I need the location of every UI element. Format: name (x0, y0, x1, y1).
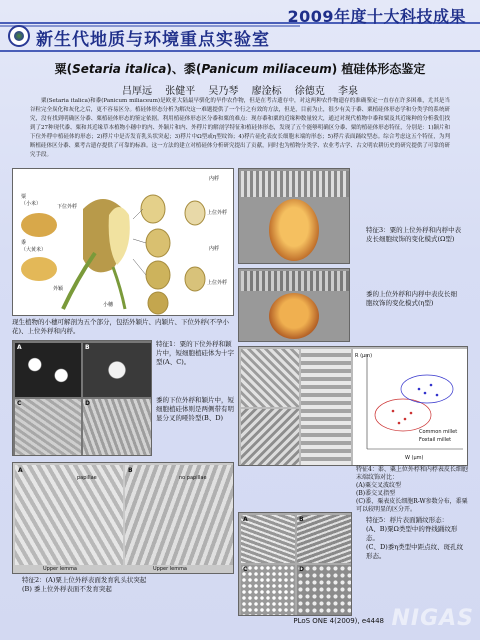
label-upper-lemma: 上位外稃 (207, 280, 228, 286)
title-suffix: ) 植硅体形态鉴定 (331, 62, 426, 76)
label-papillae: papillae (77, 475, 97, 481)
author: 李泉 (337, 86, 358, 97)
plate-letter: A (18, 467, 23, 474)
label-spikelet: 小穗 (103, 302, 114, 308)
legend-common-millet: Common millet (419, 429, 458, 435)
micrograph-detail (301, 349, 351, 465)
feature-1-text: 特征1：粟的下位外稃和颖片中，短细胞植硅体为十字型(A、C)。 (156, 340, 234, 366)
poster-header (0, 0, 480, 54)
micrograph-upper-lemma-a (15, 465, 123, 565)
rw-scatter-plot (353, 349, 467, 465)
label-broomcorn-millet: 黍 （大黄米） (21, 240, 47, 253)
feature-5-text: 特征5：稃片表面踊纹形态： (A、B)粟Ω类型中的脊线踊纹形态。 (C、D)黍η类型中距点纹、斑孔纹形态。 (366, 516, 464, 560)
label-inner-palea: 内稃 (209, 176, 220, 182)
label-upper-lemma: 上位外稃 (207, 210, 228, 216)
plate-letter: C (243, 566, 248, 573)
author: 廖淦标 (251, 86, 282, 97)
micrograph-dots-c (241, 565, 295, 615)
label-lower-palea: 下位外稃 (57, 204, 78, 210)
abstract-text: 粟(Setaria italica)和黍(Panicum miliaceum)是欧亚大陆最早驯化的旱作农作物，但是在考古遗存中，对这两种农作物遗存的准确鉴定一直存在许多困难，尤其是当谷粒完全炭化和灰化之后，更不容易区分。植硅体形态分析为解决这一难题提供了一个行之有效的方法，但是，目前为止，很少有关于黍、粟植硅体形态学和分类学的系统研究，没有找到明确区分黍、粟植硅体形态的鉴定依据。利用植硅体形态区分黍和粟的难点：现存黍和粟的近缘种数量较大，通过对现代植物中黍和粟及其近缘种的分析我们找到了27种现代黍、粟和其近缘草本植物小穗中的内、外颖片和内、外稃片的解剖学特征和植硅体形态，发现了五个能够明确区分黍、粟的植硅体形态特征，分别是：1)颖片和下位外稃中植硅体的形态；2)稃片中是否发育乳头状突起；3)稃片中Ω型或η型纹饰；4)稃片硅化表皮长细胞末端的形态；5)稃片表面踊纹型态。综合考虑这五个特征，为判断植硅体区分黍、粟考古遗存提供了可靠的标准。这一方法的建立对植硅体分析研究提出了贡献，同时也为植物分类学、农业考古学、古文明农耕历史的研究提供了可靠的研究手段。 (30, 98, 450, 158)
plate-letter: B (85, 344, 90, 351)
feature-1b-text: 黍的下位外稃和颖片中，短细胞植硅体则是两侧带有明显分叉的哑铃型(B、D) (156, 396, 234, 422)
plate-letter: D (299, 566, 304, 573)
label-inner-palea: 内稃 (209, 246, 220, 252)
label-outer-glume: 外颖 (53, 286, 64, 292)
citation-footer: PLoS ONE 4(2009), e4448 (293, 617, 384, 625)
micrograph-omega-pattern (241, 171, 349, 197)
label-no-papillae: no papillae (179, 475, 207, 481)
figure-1-caption: 现生植物的小穗可解剖为五个部分，包括外颖片、内颖片、下位外稃(不孕小花)、上位外稃和内稃。 (12, 318, 230, 335)
title-prefix: 粟( (54, 62, 73, 76)
micrograph-ridge-a (241, 515, 295, 563)
legend-foxtail-millet: Foxtail millet (419, 437, 452, 443)
label-foxtail-millet: 粟 （小米） (21, 194, 42, 207)
lab-name: 新生代地质与环境重点实验室 (36, 30, 270, 50)
institute-watermark: NIGAS (391, 606, 474, 631)
figure-feature-3b (238, 268, 350, 342)
poster-title (0, 60, 480, 77)
figure-feature-1 (12, 340, 152, 456)
micrograph-grain-foxtail (269, 199, 319, 261)
plate-letter: C (17, 400, 22, 407)
header-stripe (0, 50, 480, 52)
figure-feature-2 (12, 462, 234, 574)
micrograph-ridge-b (297, 515, 351, 563)
spikelet-illustration (13, 169, 234, 316)
micrograph-b (83, 343, 151, 397)
feature-4-text: 特征4：黍、粟上位外稃和内稃表皮长细胞末端纹饰对比： (A)粟交叉波纹型 (B)黍交叉指型 (C)黍、粟表皮长细胞R-W参数分布，黍粟可以较明显的区分开。 (356, 466, 468, 513)
figure-feature-3a (238, 168, 350, 264)
micrograph-finger-pattern-b (241, 409, 299, 465)
plate-letter: D (85, 400, 90, 407)
micrograph-c (15, 399, 81, 455)
feature-3b-text: 黍的上位外稃和内稃中表皮长细胞纹饰的变化模式(η型) (366, 290, 457, 307)
title-latin-1: Setaria italica (72, 62, 167, 76)
label-upper-lemma: Upper lemma (43, 566, 77, 572)
author: 吴乃琴 (208, 86, 239, 97)
lab-logo-icon (8, 25, 30, 47)
title-latin-2: Panicum miliaceum (201, 62, 332, 76)
author: 吕厚远 (122, 86, 153, 97)
axis-x-label: W (μm) (405, 455, 424, 461)
micrograph-d (83, 399, 151, 455)
micrograph-grain-broomcorn (269, 293, 319, 339)
figure-feature-4 (238, 346, 468, 466)
plate-letter: B (128, 467, 133, 474)
figure-spikelet-anatomy (12, 168, 234, 316)
micrograph-wave-pattern-a (241, 349, 299, 407)
micrograph-a (15, 343, 81, 397)
author-list (0, 82, 480, 97)
feature-3-text: 特征3：粟的上位外稃和内稃中表皮长细胞纹饰的变化模式(Ω型) (366, 226, 462, 243)
author: 徐德克 (294, 86, 325, 97)
year-title: 2009年度十大科技成果 (287, 7, 466, 26)
micrograph-eta-pattern (241, 271, 349, 291)
title-middle: )、黍( (166, 62, 202, 76)
plate-letter: B (299, 516, 304, 523)
feature-2-text: 特征2：(A)粟上位外稃表面发育乳头状突起 (B) 黍上位外稃表面不发育突起 (22, 576, 147, 593)
plate-letter: A (17, 344, 22, 351)
micrograph-pores-d (297, 565, 351, 615)
label-upper-lemma: Upper lemma (153, 566, 187, 572)
figure-feature-5 (238, 512, 352, 616)
axis-y-label: R (μm) (355, 353, 373, 359)
author: 张健平 (165, 86, 196, 97)
plate-letter: A (243, 516, 248, 523)
